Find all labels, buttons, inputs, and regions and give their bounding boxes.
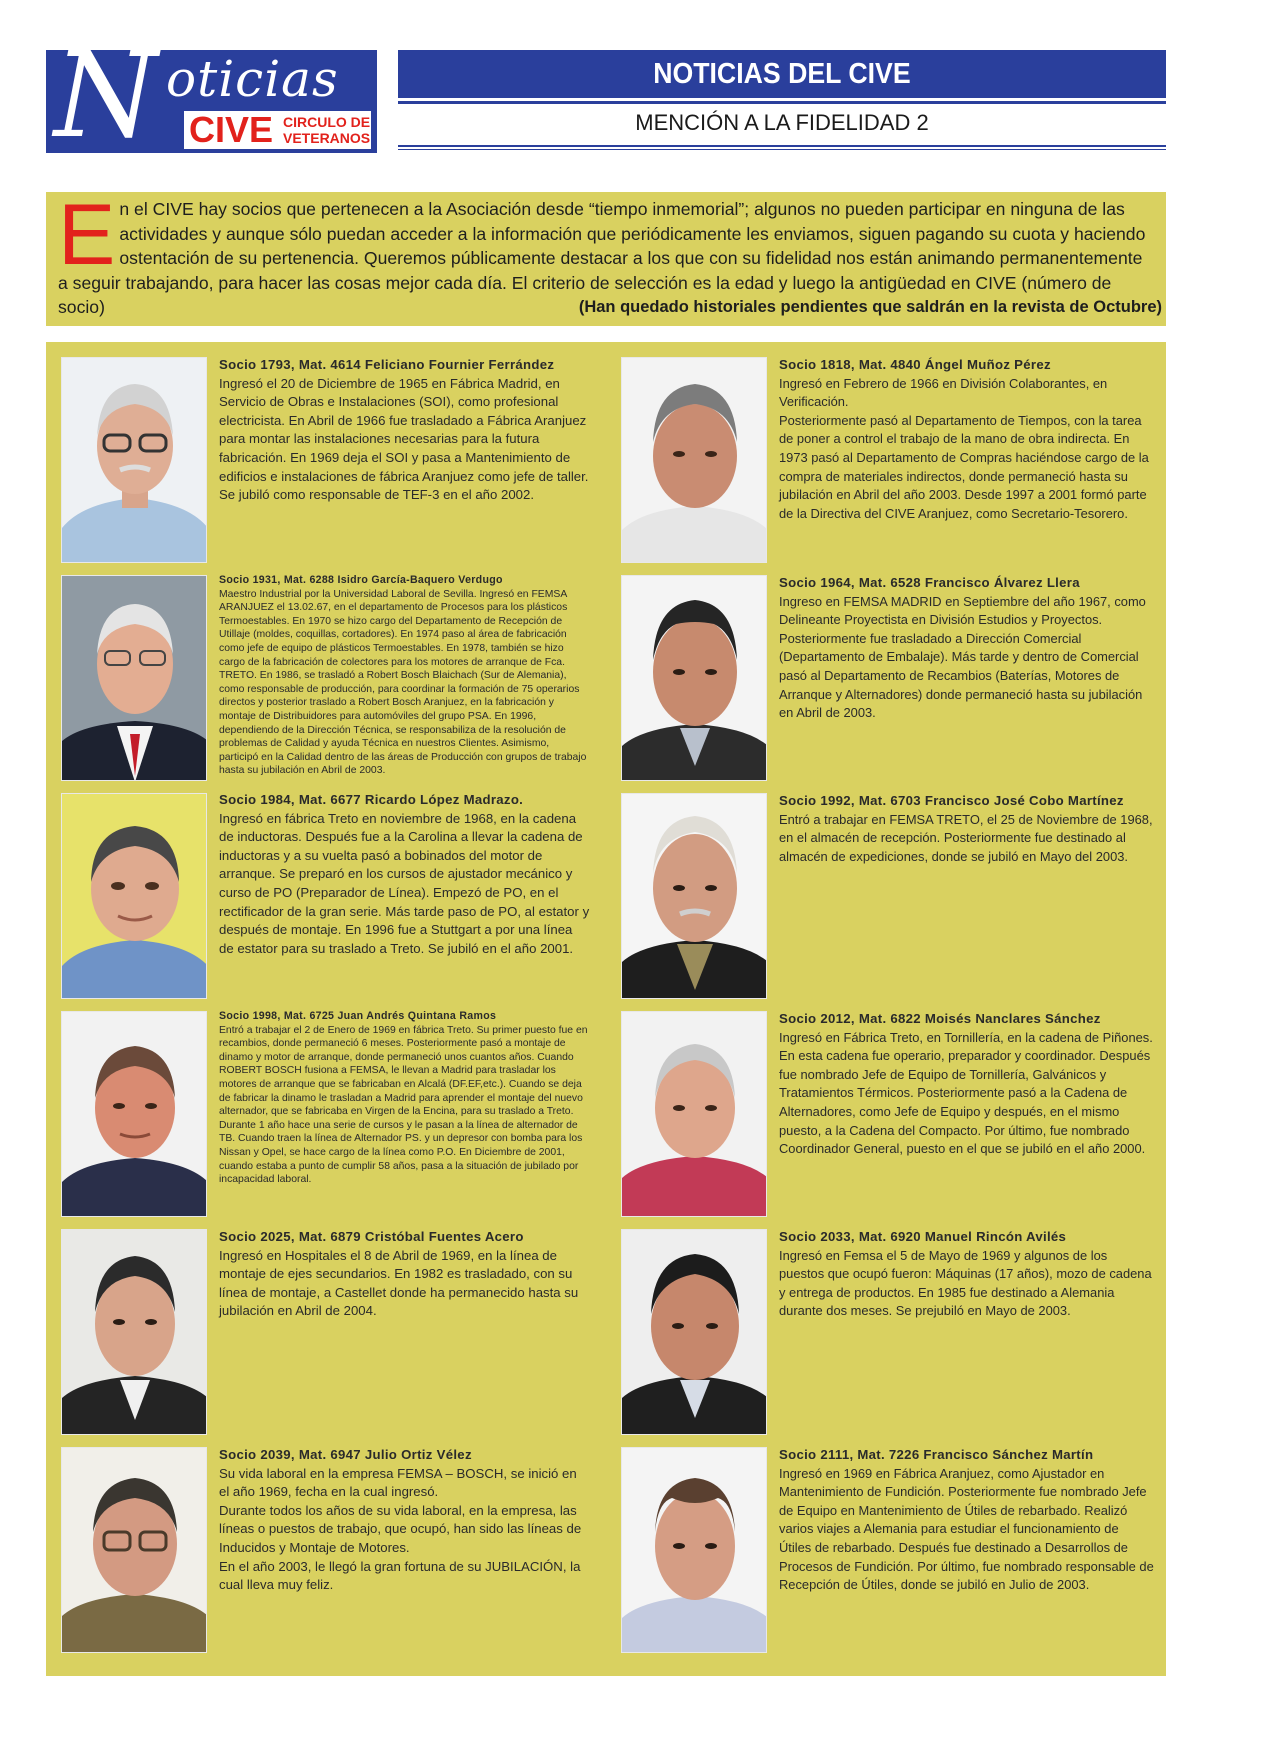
member-heading: Socio 2012, Mat. 6822 Moisés Nanclares Sánchez bbox=[779, 1011, 1101, 1026]
member-entry bbox=[219, 1228, 590, 1321]
member-body-paragraph: Ingresó en Febrero de 1966 en División Colaborantes, en Verificación. bbox=[779, 375, 1108, 410]
member-body bbox=[779, 811, 1154, 867]
member-body-paragraph: Entró a trabajar el 2 de Enero de 1969 en fábrica Treto. Su primer puesto fue en recambios, donde permaneció 6 meses. Posteriormente pasó a montaje de dinamo y motor de arranque, donde permaneció unos cuantos años. Cuando ROBERT BOSCH fusiona a FEMSA, le llevan a Madrid para trasladar los motores de arranque que se fabricaban en Alcalá (DF.EF,etc.). Cuando se deja de fabricar la dinamo le trasladan a Madrid para aprender el montaje del nuevo alternador, que se fabricaba en Virgen de la Encina, para su traslado a Treto. Durante 1 año hace una serie de cursos y le pasan a la línea de alternador de TB. Cuando traen la línea de Alternador PS. y un depresor con bomba para los Nissan y Opel, se hace cargo de la línea como P.O. En Diciembre de 2001, cuando estaba a punto de cumplir 58 años, pasa a la situación de jubilado por incapacidad laboral. bbox=[219, 1024, 588, 1186]
section-title-bar bbox=[398, 50, 1166, 98]
member-body-paragraph: En el año 2003, le llegó la gran fortuna de su JUBILACIÓN, la cual lleva muy feliz. bbox=[219, 1558, 581, 1593]
member-entry bbox=[219, 356, 590, 505]
member-entry bbox=[779, 1228, 1154, 1321]
member-body-paragraph: Posteriormente pasó al Departamento de Tiempos, con la tarea de poner a control el trabajo de la mano de obra indirecta. En 1973 pasó al Departamento de Compras haciéndose cargo de la compra de materiales indirectos, donde permaneció hasta su jubilación en Abril del año 2003. Desde 1997 a 2001 formó parte de la Directiva del CIVE Aranjuez, como Secretario-Tesorero. bbox=[779, 412, 1149, 521]
member-body-paragraph: Entró a trabajar en FEMSA TRETO, el 25 de Noviembre de 1968, en el almacén de recepción. Posteriormente fue destinado al almacén de expediciones, donde se jubiló en Mayo del 2003. bbox=[779, 811, 1153, 864]
logo-cive-box bbox=[184, 111, 371, 149]
subtitle-rule-thin bbox=[398, 149, 1166, 150]
member-photo bbox=[61, 1447, 207, 1653]
member-heading: Socio 1964, Mat. 6528 Francisco Álvarez Llera bbox=[779, 575, 1080, 590]
member-body bbox=[219, 588, 590, 778]
member-body bbox=[219, 1024, 590, 1187]
member-photo bbox=[61, 1011, 207, 1217]
member-body-paragraph: Ingresó en Hospitales el 8 de Abril de 1969, en la línea de montaje de ejes secundarios. En 1982 es trasladado, con su línea de montaje, a Castellet donde ha permanecido hasta su jubilación en Abril de 2004. bbox=[219, 1247, 579, 1319]
member-body bbox=[219, 1465, 590, 1595]
drop-cap: E bbox=[58, 187, 116, 283]
member-photo bbox=[621, 1447, 767, 1653]
section-title: NOTICIAS DEL CIVE bbox=[653, 57, 911, 90]
subtitle-rule bbox=[398, 145, 1166, 147]
member-body bbox=[219, 810, 590, 959]
member-entry bbox=[219, 1446, 590, 1595]
member-body bbox=[779, 1029, 1154, 1159]
page-subtitle: MENCIÓN A LA FIDELIDAD 2 bbox=[635, 110, 929, 135]
member-body-paragraph: Durante todos los años de su vida laboral, en la empresa, las líneas o puestos de trabajo, que ocupó, han sido las líneas de Inducidos y Montaje de Motores. bbox=[219, 1502, 582, 1555]
member-body bbox=[219, 375, 590, 505]
member-body-paragraph: Ingreso en FEMSA MADRID en Septiembre del año 1967, como Delineante Proyectista en División Estudios y Proyectos. Posteriormente fue trasladado a Dirección Comercial (Departamento de Embalaje). Más tarde y dentro de Comercial pasó al Departamento de Recambios (Baterías, Motores de Arranque y Alternadores) donde permaneció hasta su jubilación en Abril de 2003. bbox=[779, 593, 1146, 721]
intro-paragraph bbox=[46, 187, 1166, 326]
member-photo bbox=[621, 357, 767, 563]
member-body-paragraph: Ingresó en Femsa el 5 de Mayo de 1969 y algunos de los puestos que ocupó fueron: Máquinas (17 años), mozo de cadena y entrega de productos. En 1985 fue destinado a Alemania durante dos meses. Se prejubiló en Mayo de 2003. bbox=[779, 1247, 1152, 1319]
member-entry bbox=[219, 1010, 590, 1187]
member-heading: Socio 1931, Mat. 6288 Isidro García-Baquero Verdugo bbox=[219, 574, 503, 586]
member-heading: Socio 1992, Mat. 6703 Francisco José Cobo Martínez bbox=[779, 793, 1124, 808]
logo-word: oticias bbox=[166, 50, 339, 108]
member-heading: Socio 1984, Mat. 6677 Ricardo López Madrazo. bbox=[219, 792, 524, 807]
member-body-paragraph: Su vida laboral en la empresa FEMSA – BOSCH, se inició en el año 1969, fecha en la cual ingresó. bbox=[219, 1465, 577, 1500]
member-entry bbox=[779, 792, 1154, 866]
member-photo bbox=[621, 1011, 767, 1217]
member-body bbox=[779, 375, 1154, 524]
title-rule-top bbox=[398, 101, 1166, 104]
intro-note: (Han quedado historiales pendientes que saldrán en la revista de Octubre) bbox=[578, 298, 1162, 317]
member-heading: Socio 2025, Mat. 6879 Cristóbal Fuentes Acero bbox=[219, 1229, 524, 1244]
member-photo bbox=[61, 793, 207, 999]
member-entry bbox=[779, 1446, 1154, 1595]
member-entry bbox=[779, 574, 1154, 723]
member-heading: Socio 2039, Mat. 6947 Julio Ortiz Vélez bbox=[219, 1447, 472, 1462]
member-heading: Socio 1818, Mat. 4840 Ángel Muñoz Pérez bbox=[779, 357, 1051, 372]
logo-initial: N bbox=[54, 50, 158, 153]
member-entry bbox=[219, 574, 590, 778]
member-photo bbox=[61, 575, 207, 781]
member-body-paragraph: Ingresó el 20 de Diciembre de 1965 en Fábrica Madrid, en Servicio de Obras e Instalaciones (SOI), como profesional electricista. En Abril de 1966 fue trasladado a Fábrica Aranjuez para montar las instalaciones necesarias para la futura fabricación. En 1969 deja el SOI y pasa a Mantenimiento de edificios e instalaciones de fábrica Aranjuez como jefe de taller. Se jubiló como responsable de TEF-3 en el año 2002. bbox=[219, 375, 589, 503]
member-body bbox=[779, 593, 1154, 723]
member-photo bbox=[621, 793, 767, 999]
member-photo bbox=[61, 357, 207, 563]
logo-sub-line1: CIRCULO DE bbox=[283, 114, 371, 130]
member-body-paragraph: Ingresó en 1969 en Fábrica Aranjuez, como Ajustador en Mantenimiento de Fundición. Posteriormente fue nombrado Jefe de Equipo en Mantenimiento de Útiles de rebarbado. Realizó varios viajes a Alemania para estudiar el funcionamiento de Útiles de rebarbado. Después fue destinado a Desarrollos de Procesos de Fundición. Por último, fue nombrado responsable de Recepción de Útiles, donde se jubiló en Julio de 2003. bbox=[779, 1465, 1154, 1593]
logo-cive-text: CIVE bbox=[189, 109, 274, 150]
member-heading: Socio 1998, Mat. 6725 Juan Andrés Quintana Ramos bbox=[219, 1010, 497, 1022]
member-body-paragraph: Ingresó en Fábrica Treto, en Tornillería, en la cadena de Piñones. En esta cadena fue operario, preparador y coordinador. Después fue nombrado Jefe de Equipo de Tornillería, Galvánicos y Tratamientos Térmicos. Posteriormente pasó a la Cadena de Alternadores, como Jefe de Equipo y después, en el mismo puesto, a la Cadena del Compacto. Por último, fue nombrado Coordinador General, puesto en el que se jubiló en el año 2000. bbox=[779, 1029, 1153, 1157]
member-heading: Socio 2033, Mat. 6920 Manuel Rincón Avilés bbox=[779, 1229, 1067, 1244]
member-entry bbox=[779, 356, 1154, 523]
member-body bbox=[779, 1465, 1154, 1595]
member-entry bbox=[219, 791, 590, 958]
noticias-cive-logo bbox=[46, 50, 377, 153]
member-photo bbox=[621, 1229, 767, 1435]
logo-subtitle bbox=[283, 114, 370, 146]
member-heading: Socio 2111, Mat. 7226 Francisco Sánchez Martín bbox=[779, 1447, 1094, 1462]
member-entry bbox=[779, 1010, 1154, 1159]
intro-text: n el CIVE hay socios que pertenecen a la Asociación desde “tiempo inmemorial”; algunos no pueden participar en ninguna de las actividades y aunque sólo puedan acceder a la información que periódicamente les enviamos, siguen pagando su cuota y haciendo ostentación de su pertenencia. Queremos públicamente destacar a los que con su fidelidad nos están animando permanentemente a seguir trabajando, para hacer las cosas mejor cada día. El criterio de selección es la edad y luego la antigüedad en CIVE (número de socio) bbox=[58, 199, 1146, 318]
member-body-paragraph: Ingresó en fábrica Treto en noviembre de 1968, en la cadena de inductoras. Después fue a la Carolina a llevar la cadena de inductoras y a su vuelta pasó a bobinados del motor de arranque. Se preparó en los cursos de ajustador mecánico y curso de PO (Preparador de Línea). Empezó de PO, en el rectificador de la gran serie. Más tarde paso de PO, al estator y después de montaje. En 1996 fue a Stuttgart a por una línea de estator para su traslado a Treto. Se jubiló en el año 2001. bbox=[219, 810, 590, 956]
member-photo bbox=[621, 575, 767, 781]
member-body bbox=[779, 1247, 1154, 1321]
logo-sub-line2: VETERANOS bbox=[283, 130, 371, 146]
member-body bbox=[219, 1247, 590, 1321]
member-photo bbox=[61, 1229, 207, 1435]
member-heading: Socio 1793, Mat. 4614 Feliciano Fournier Ferrández bbox=[219, 357, 555, 372]
member-body-paragraph: Maestro Industrial por la Universidad Laboral de Sevilla. Ingresó en FEMSA ARANJUEZ el 13.02.67, en el departamento de Procesos para los plásticos Termoestables. En 1970 se hizo cargo del Departamento de Recepción de Utillaje (moldes, coquillas, cortadores). En 1974 paso al área de fabricación como jefe de equipo de plásticos Termoestables. En 1978, también se hizo cargo de la fabricación de colectores para los motores de arranque de Fca. TRETO. En 1986, se trasladó a Robert Bosch Blaichach (Sur de Alemania), como responsable de producción, para coordinar la formación de 75 operarios directos y posterior traslado a Robert Bosch Aranjuez, en la fabricación y montaje de Distribuidores para automóviles del grupo PSA. En 1996, dependiendo de la Dirección Técnica, se responsabiliza de la resolución de problemas de Calidad y ayuda Técnica en nuestros Clientes. Asimismo, participó en la Calidad dentro de las áreas de Producción con grupos de trabajo hasta su jubilación en Abril de 2003. bbox=[219, 588, 587, 777]
members-panel bbox=[46, 342, 1166, 1676]
